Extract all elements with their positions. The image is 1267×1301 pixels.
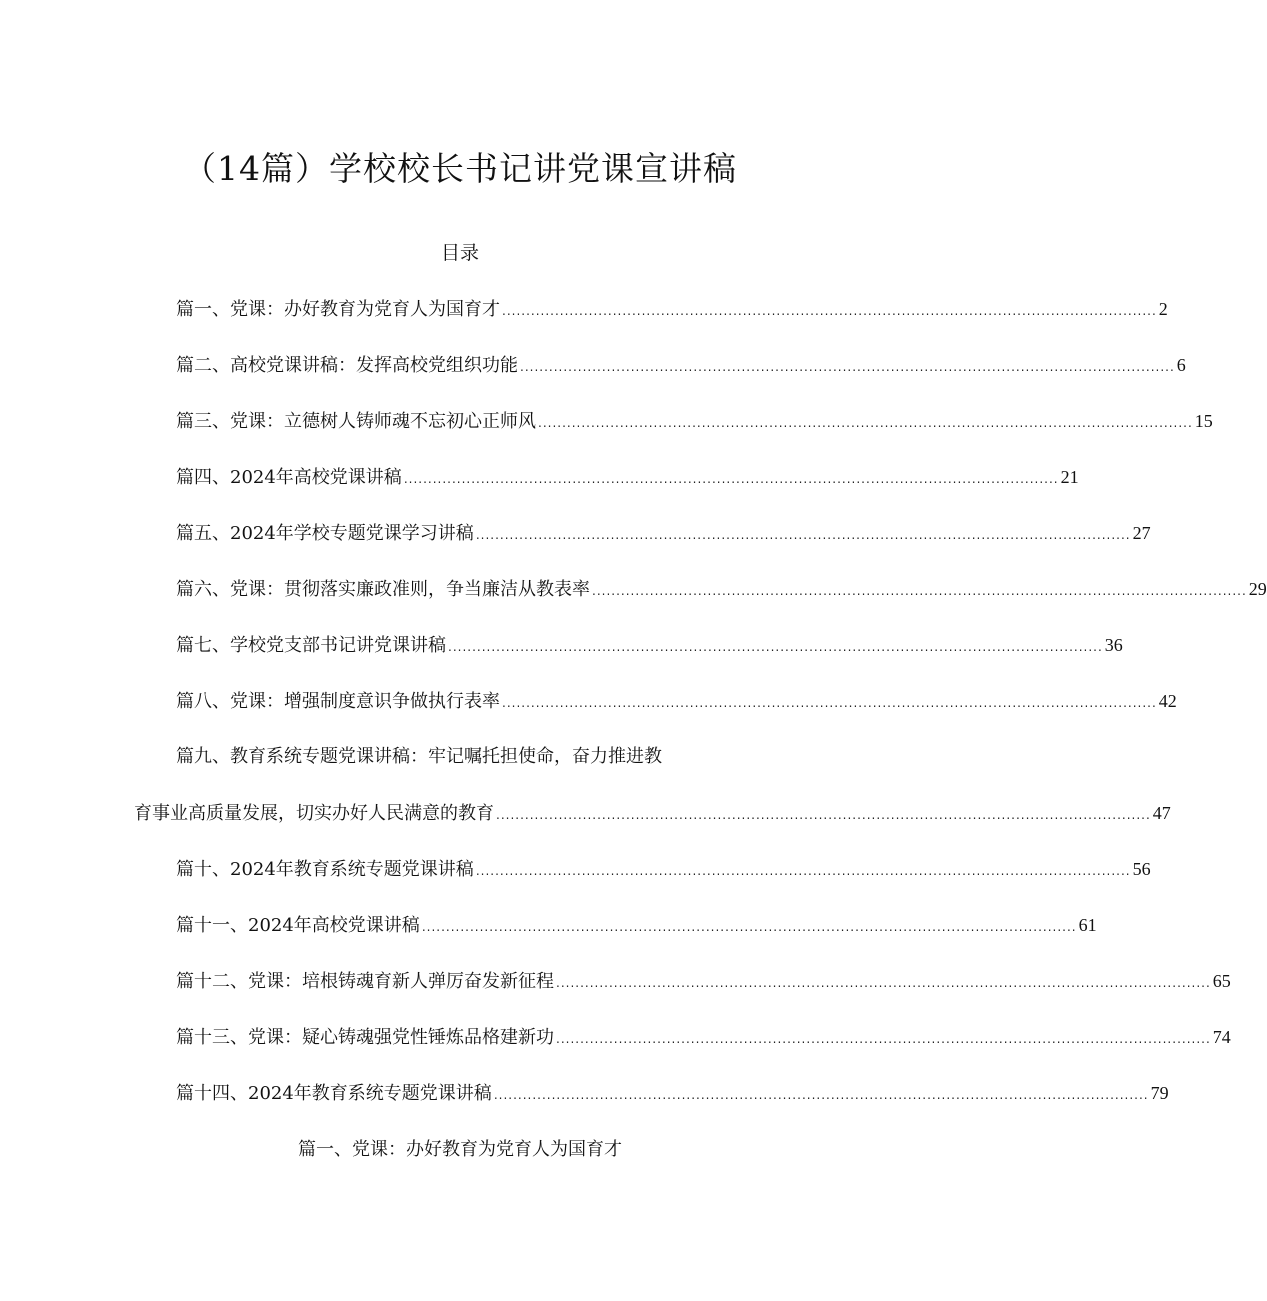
toc-entry[interactable] [176, 351, 1186, 381]
toc-leader: ........................................................................................................................................ [592, 584, 1247, 598]
toc-entry[interactable] [176, 911, 1097, 941]
toc-entry-label: 篇十、2024年教育系统专题党课讲稿 [176, 859, 474, 880]
toc-entry[interactable] [176, 463, 1079, 493]
toc-page-number: 42 [1158, 691, 1177, 711]
toc-entry[interactable] [134, 799, 1171, 829]
toc-page-number: 65 [1212, 971, 1231, 991]
toc-leader: ........................................................................................................................................ [502, 696, 1157, 710]
toc-entry-label: 篇七、学校党支部书记讲党课讲稿 [176, 635, 446, 656]
toc-entry[interactable] [176, 631, 1123, 661]
toc-page-number: 27 [1132, 523, 1151, 543]
toc-leader: ........................................................................................................................................ [556, 1032, 1211, 1046]
toc-entry-label: 篇二、高校党课讲稿：发挥高校党组织功能 [176, 355, 518, 376]
toc-page-number: 15 [1194, 411, 1213, 431]
toc-page-number: 2 [1158, 299, 1168, 319]
toc-entry-label: 篇四、2024年高校党课讲稿 [176, 467, 402, 488]
toc-leader: ........................................................................................................................................ [496, 808, 1151, 822]
toc-leader: ........................................................................................................................................ [448, 640, 1103, 654]
toc-leader: ........................................................................................................................................ [475, 864, 1131, 878]
toc-entry[interactable] [176, 519, 1151, 549]
toc-entry-label: 篇三、党课：立德树人铸师魂不忘初心正师风 [176, 411, 536, 432]
toc-entry-label: 篇八、党课：增强制度意识争做执行表率 [176, 691, 500, 712]
toc-entry-label: 篇十一、2024年高校党课讲稿 [176, 915, 420, 936]
toc-page-number: 29 [1248, 579, 1267, 599]
toc-leader: ........................................................................................................................................ [475, 528, 1131, 542]
toc-page-number: 79 [1150, 1083, 1169, 1103]
toc-entry[interactable] [176, 575, 1267, 605]
toc-page-number: 56 [1132, 859, 1151, 879]
toc-entry-label: 育事业高质量发展，切实办好人民满意的教育 [134, 803, 494, 824]
toc-leader: ........................................................................................................................................ [556, 976, 1211, 990]
toc-entry[interactable] [176, 1023, 1231, 1053]
toc-leader: ........................................................................................................................................ [520, 360, 1175, 374]
toc-entry-label: 篇一、党课：办好教育为党育人为国育才 [176, 299, 500, 320]
toc-entry-label: 篇十三、党课：疑心铸魂强党性锤炼品格建新功 [176, 1027, 554, 1048]
toc-entry[interactable] [176, 687, 1177, 717]
toc-page-number: 21 [1060, 467, 1079, 487]
toc-leader: ........................................................................................................................................ [502, 304, 1157, 318]
toc-entry-label: 篇六、党课：贯彻落实廉政准则，争当廉洁从教表率 [176, 579, 590, 600]
toc-entry[interactable] [176, 407, 1213, 437]
toc-leader: ........................................................................................................................................ [538, 416, 1193, 430]
document-title: （14篇）学校校长书记讲党课宣讲稿 [183, 149, 737, 188]
toc-entry[interactable] [176, 295, 1168, 325]
toc-entry-label: 篇十四、2024年教育系统专题党课讲稿 [176, 1083, 492, 1104]
toc-entry-wrapped-line[interactable]: 篇九、教育系统专题党课讲稿：牢记嘱托担使命，奋力推进教 [176, 746, 662, 767]
toc-entry-label: 篇十二、党课：培根铸魂育新人弹厉奋发新征程 [176, 971, 554, 992]
toc-page-number: 74 [1212, 1027, 1231, 1047]
toc-entry[interactable] [176, 1079, 1169, 1109]
toc-leader: ........................................................................................................................................ [493, 1088, 1149, 1102]
toc-entry-label: 篇五、2024年学校专题党课学习讲稿 [176, 523, 474, 544]
toc-page-number: 6 [1176, 355, 1186, 375]
toc-leader: ........................................................................................................................................ [421, 920, 1077, 934]
toc-entry[interactable] [176, 855, 1151, 885]
toc-leader: ........................................................................................................................................ [403, 472, 1059, 486]
toc-entry[interactable] [176, 967, 1231, 997]
toc-page-number: 47 [1152, 803, 1171, 823]
toc-page-number: 36 [1104, 635, 1123, 655]
toc-heading: 目录 [440, 242, 479, 264]
toc-page-number: 61 [1078, 915, 1097, 935]
section-heading: 篇一、党课：办好教育为党育人为国育才 [298, 1139, 622, 1160]
